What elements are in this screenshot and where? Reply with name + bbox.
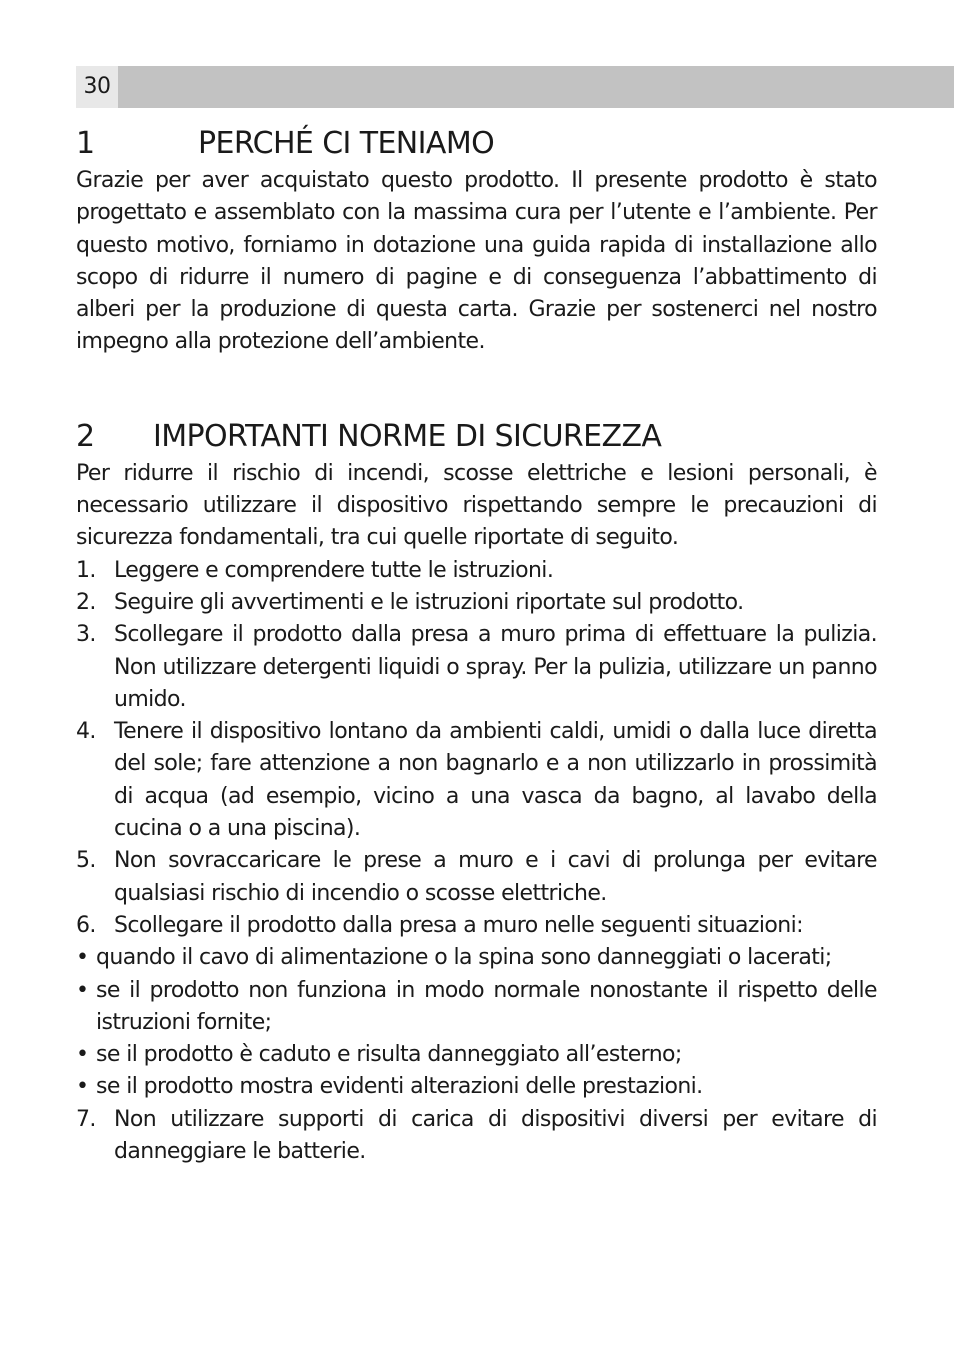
list-item-marker: 5. [76,848,96,874]
list-item-text: Scollegare il prodotto dalla presa a muro nelle seguenti situazioni: [114,912,803,938]
bullet-text: se il prodotto è caduto e risulta danneggiato all’esterno; [96,1042,682,1068]
section-2-number: 2 [76,418,95,454]
list-item-marker: 2. [76,589,96,615]
section-2-heading [76,417,877,457]
page-number: 30 [76,66,118,108]
list-item [76,716,877,845]
list-item-marker: 7. [76,1106,96,1132]
page-header-bar [76,66,954,108]
bullet-item [76,1039,877,1071]
bullet-item [76,1071,877,1103]
section-1-title: PERCHÉ CI TENIAMO [198,126,495,161]
list-item-text: Non utilizzare supporti di carica di dispositivi diversi per evitare di danneggiare le batterie. [114,1106,877,1165]
list-item-marker: 1. [76,557,96,583]
list-item-text: Leggere e comprendere tutte le istruzioni. [114,557,554,583]
list-item-marker: 6. [76,912,96,938]
page-content [76,124,877,1168]
list-item-text: Scollegare il prodotto dalla presa a muro prima di effettuare la pulizia. Non utilizzare detergenti liquidi o spray. Per la pulizia, utilizzare un panno umido. [114,622,877,712]
list-item [76,1104,877,1169]
section-1-body: Grazie per aver acquistato questo prodotto. Il presente prodotto è stato progettato e assemblato con la massima cura per l’utente e l’ambiente. Per questo motivo, forniamo in dotazione una guida rapida di installazione allo scopo di ridurre il numero di pagine e di conseguenza l’abbattimento di alberi per la produzione di questa carta. Grazie per sostenerci nel nostro impegno alla protezione dell’ambiente. [76,168,877,355]
section-why-we-care [76,124,877,359]
bullet-item [76,942,877,974]
bullet-text: se il prodotto non funziona in modo normale nonostante il rispetto delle istruzioni fornite; [96,977,877,1035]
list-item-text: Tenere il dispositivo lontano da ambienti caldi, umidi o dalla luce diretta del sole; fare attenzione a non bagnarlo e a non utilizzarlo in prossimità di acqua (ad esempio, vicino a una vasca da bagno, al lavabo della cucina o a una piscina). [114,719,877,842]
list-item [76,619,877,716]
section-safety [76,417,877,1169]
bullet-text: quando il cavo di alimentazione o la spina sono danneggiati o lacerati; [96,945,832,971]
list-item [76,845,877,910]
safety-numbered-list-continued [76,1104,877,1169]
list-item [76,555,877,587]
bullet-marker: • [76,1074,89,1100]
bullet-marker: • [76,945,89,971]
safety-numbered-list [76,555,877,943]
bullet-item [76,975,877,1040]
section-2-intro: Per ridurre il rischio di incendi, scosse elettriche e lesioni personali, è necessario utilizzare il dispositivo rispettando sempre le precauzioni di sicurezza fondamentali, tra cui quelle riportate di seguito. [76,460,877,551]
list-item-text: Non sovraccaricare le prese a muro e i cavi di prolunga per evitare qualsiasi rischio di incendio o scosse elettriche. [114,848,877,906]
list-item [76,587,877,619]
section-1-number: 1 [76,126,95,161]
safety-bullet-list [76,942,877,1103]
list-item [76,910,877,942]
bullet-marker: • [76,977,89,1003]
section-1-heading [76,124,877,164]
list-item-text: Seguire gli avvertimenti e le istruzioni riportate sul prodotto. [114,589,744,615]
list-item-marker: 4. [76,719,96,745]
section-2-title: IMPORTANTI NORME DI SICUREZZA [153,418,662,454]
bullet-text: se il prodotto mostra evidenti alterazioni delle prestazioni. [96,1074,703,1100]
bullet-marker: • [76,1042,89,1068]
list-item-marker: 3. [76,622,96,648]
